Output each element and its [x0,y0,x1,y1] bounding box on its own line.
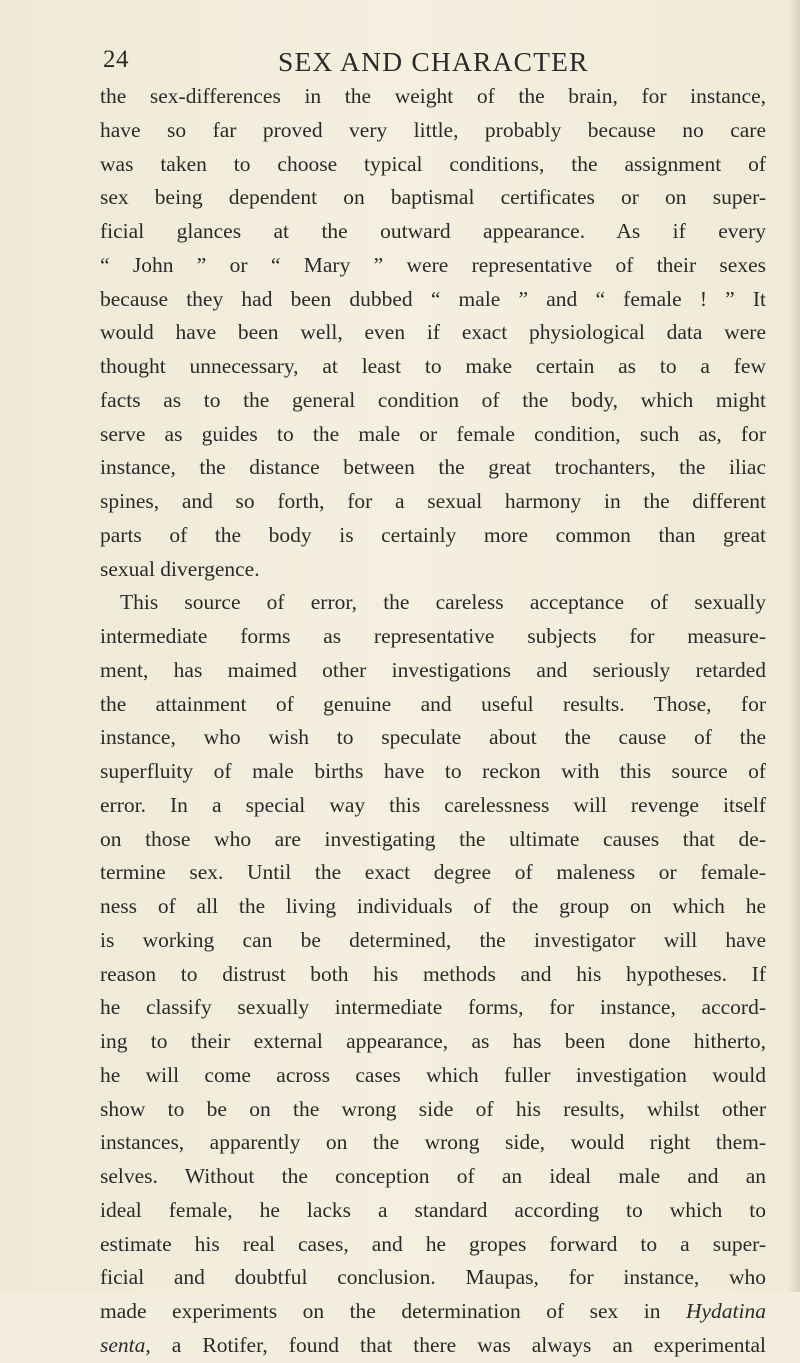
text-line: is working can be determined, the investigator will have [100,927,766,952]
text-line: serve as guides to the male or female condition, such as, for [100,421,766,446]
page-edge-shadow [788,0,800,1292]
text-line: intermediate forms as representative subjects for measure- [100,624,766,648]
text-line: was taken to choose typical conditions, the assignment of [100,151,766,176]
text-line: reason to distrust both his methods and his hypotheses. If [100,961,766,986]
text-line: because they had been dubbed “ male ” and “ female ! ” It [100,286,766,311]
text-line: selves. Without the conception of an ideal male and an [100,1164,766,1188]
running-title: SEX AND CHARACTER [278,46,589,77]
text-line: have so far proved very little, probably because no care [100,117,766,142]
text-line: thought unnecessary, at least to make certain as to a few [100,354,766,378]
paragraph-start-line: This source of error, the careless acceptance of sexually [120,590,766,615]
text-line: ficial and doubtful conclusion. Maupas, for instance, who [100,1265,766,1290]
text-line: the attainment of genuine and useful results. Those, for [100,691,766,716]
text-line: error. In a special way this carelessness will revenge itself [100,792,766,817]
body-text [100,80,766,1363]
line-before: made experiments on the determination of sex in [100,1299,686,1323]
text-line: ing to their external appearance, as has been done hitherto, [100,1029,766,1053]
text-line-with-species [100,1329,766,1363]
text-line: ness of all the living individuals of the group on which he [100,894,766,918]
text-line: “ John ” or “ Mary ” were representative of their sexes [100,252,766,277]
text-line: ment, has maimed other investigations and seriously retarded [100,657,766,682]
text-line: ficial glances at the outward appearance. As if every [100,219,766,243]
text-line: would have been well, even if exact physiological data were [100,320,766,345]
text-line: on those who are investigating the ultimate causes that de- [100,826,766,851]
paragraph-end-line: sexual divergence. [100,556,260,581]
text-line-with-species [100,1295,766,1329]
text-line: instance, the distance between the great trochanters, the iliac [100,455,766,480]
text-line: show to be on the wrong side of his results, whilst other [100,1096,766,1121]
text-line: facts as to the general condition of the body, which might [100,387,766,412]
text-line: superfluity of male births have to reckon with this source of [100,759,766,783]
text-line: instance, who wish to speculate about the cause of the [100,725,766,750]
text-line: instances, apparently on the wrong side, would right them- [100,1130,766,1155]
running-head [103,46,763,82]
text-line: spines, and so forth, for a sexual harmony in the different [100,489,766,513]
text-line: he classify sexually intermediate forms, for instance, accord- [100,995,766,1020]
species-epithet: senta [100,1332,146,1357]
text-line: he will come across cases which fuller investigation would [100,1062,766,1087]
text-line: ideal female, he lacks a standard according to which to [100,1197,766,1222]
line-after: , a Rotifer, found that there was always an experimental [145,1332,766,1357]
text-line: the sex-differences in the weight of the brain, for instance, [100,84,766,108]
text-line: estimate his real cases, and he gropes forward to a super- [100,1231,766,1256]
page-number: 24 [103,46,129,73]
text-line: termine sex. Until the exact degree of maleness or female- [100,860,766,885]
text-line: sex being dependent on baptismal certificates or on super- [100,185,766,210]
species-genus: Hydatina [685,1299,766,1323]
text-line: parts of the body is certainly more common than great [100,522,766,547]
